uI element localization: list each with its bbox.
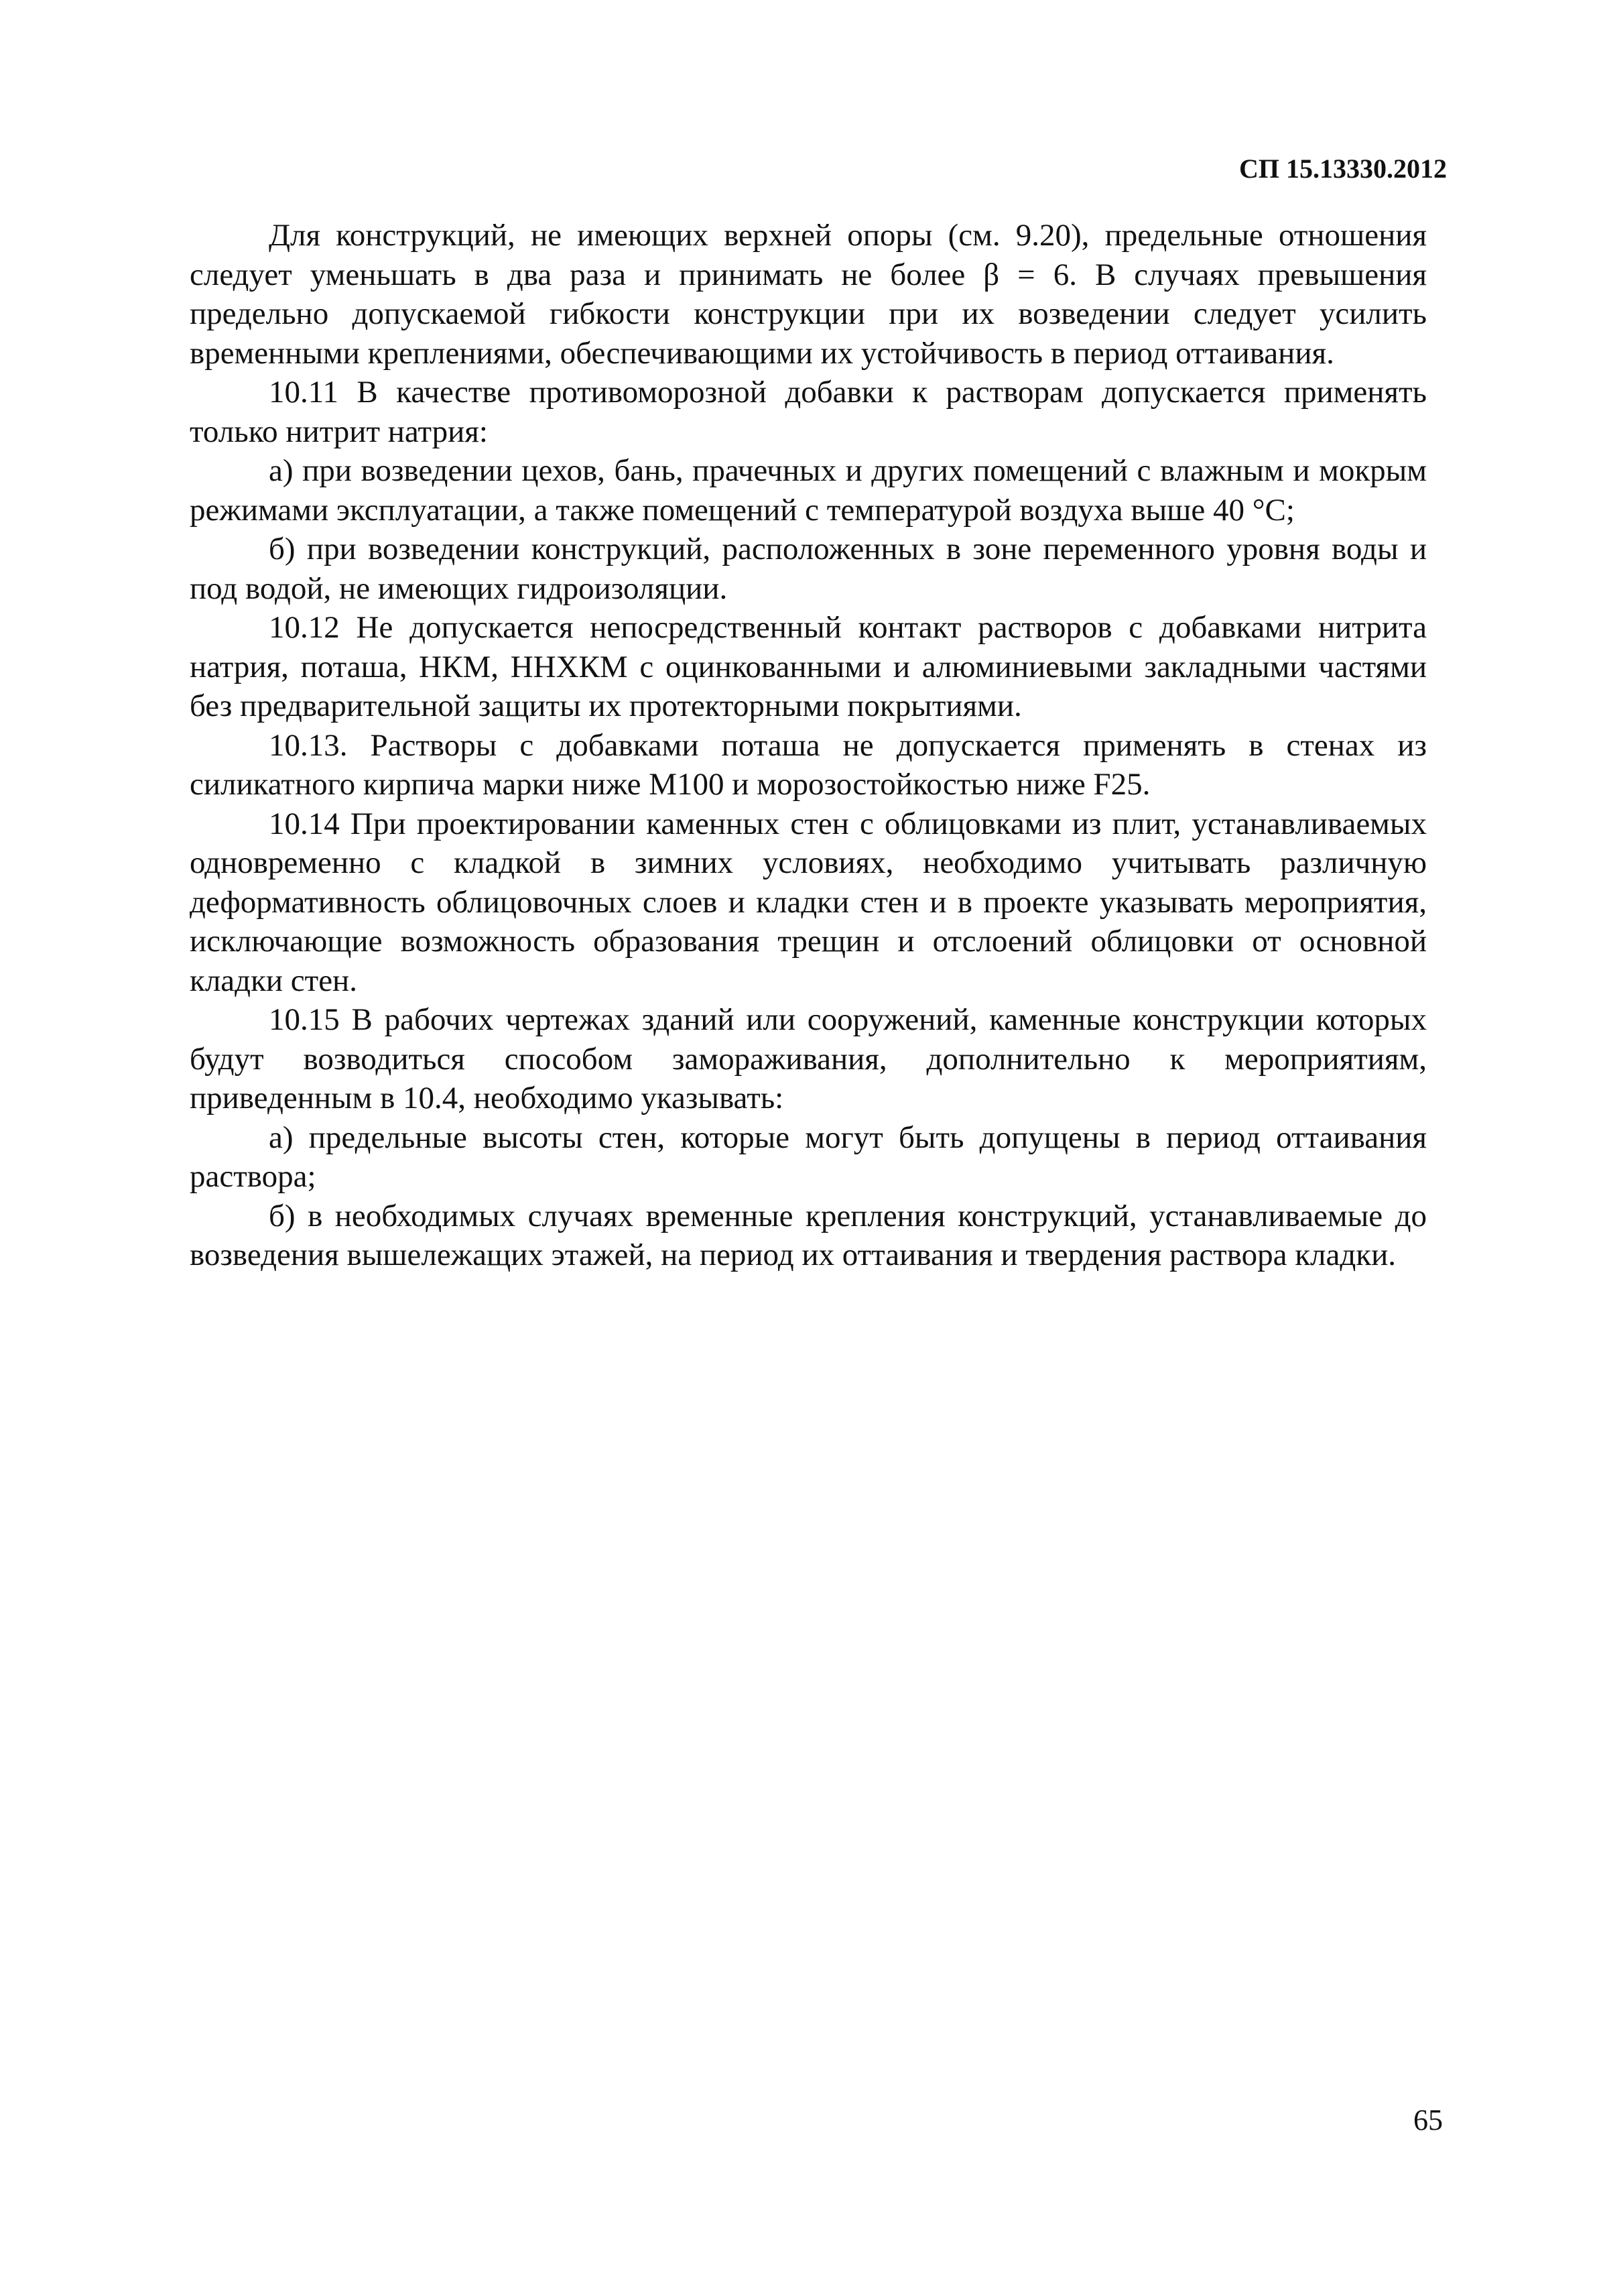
paragraph-10-11-item-a: а) при возведении цехов, бань, прачечных и других помещений с влажным и мокрым режимами эксплуатации, а также помещений с температурой воздуха выше 40 °С; (190, 453, 1427, 528)
paragraph-10-11-item-b: б) при возведении конструкций, расположенных в зоне переменного уровня воды и под водой, не имеющих гидроизоляции. (190, 532, 1427, 606)
paragraph-10-11: 10.11 В качестве противоморозной добавки к растворам допускается применять только нитрит натрия: (190, 375, 1427, 449)
paragraph-10-15-item-a: а) предельные высоты стен, которые могут быть допущены в период оттаивания раствора; (190, 1120, 1427, 1194)
paragraph-10-12: 10.12 Не допускается непосредственный контакт растворов с добавками нитрита натрия, поташа, НКМ, ННХКМ с оцинкованными и алюминиевыми закладными частями без предварительной защиты их протекторными покрытиями. (190, 610, 1427, 723)
document-code-header: СП 15.13330.2012 (1239, 154, 1447, 184)
paragraph-10-14: 10.14 При проектировании каменных стен с облицовками из плит, устанавливаемых одновременно с кладкой в зимних условиях, необходимо учитывать различную деформативность облицовочных слоев и кладки стен и в проекте указывать мероприятия, исключающие возможность образования трещин и отслоений облицовки от основной кладки стен. (190, 806, 1427, 998)
page-number: 65 (1413, 2104, 1443, 2136)
paragraph-10-13: 10.13. Растворы с добавками поташа не допускается применять в стенах из силикатного кирпича марки ниже М100 и морозостойкостью ниже F25. (190, 727, 1427, 802)
paragraph-10-15: 10.15 В рабочих чертежах зданий или сооружений, каменные конструкции которых будут возводиться способом замораживания, дополнительно к мероприятиям, приведенным в 10.4, необходимо указывать: (190, 1002, 1427, 1115)
paragraph-slenderness-limits: Для конструкций, не имеющих верхней опоры (см. 9.20), предельные отношения следует уменьшать в два раза и принимать не более β = 6. В случаях превышения предельно допускаемой гибкости конструкции при их возведении следует усилить временными креплениями, обеспечивающими их устойчивость в период оттаивания. (190, 218, 1427, 371)
paragraph-10-15-item-b: б) в необходимых случаях временные крепления конструкций, устанавливаемые до возведения вышележащих этажей, на период их оттаивания и твердения раствора кладки. (190, 1198, 1427, 1272)
document-body (190, 216, 1427, 1275)
